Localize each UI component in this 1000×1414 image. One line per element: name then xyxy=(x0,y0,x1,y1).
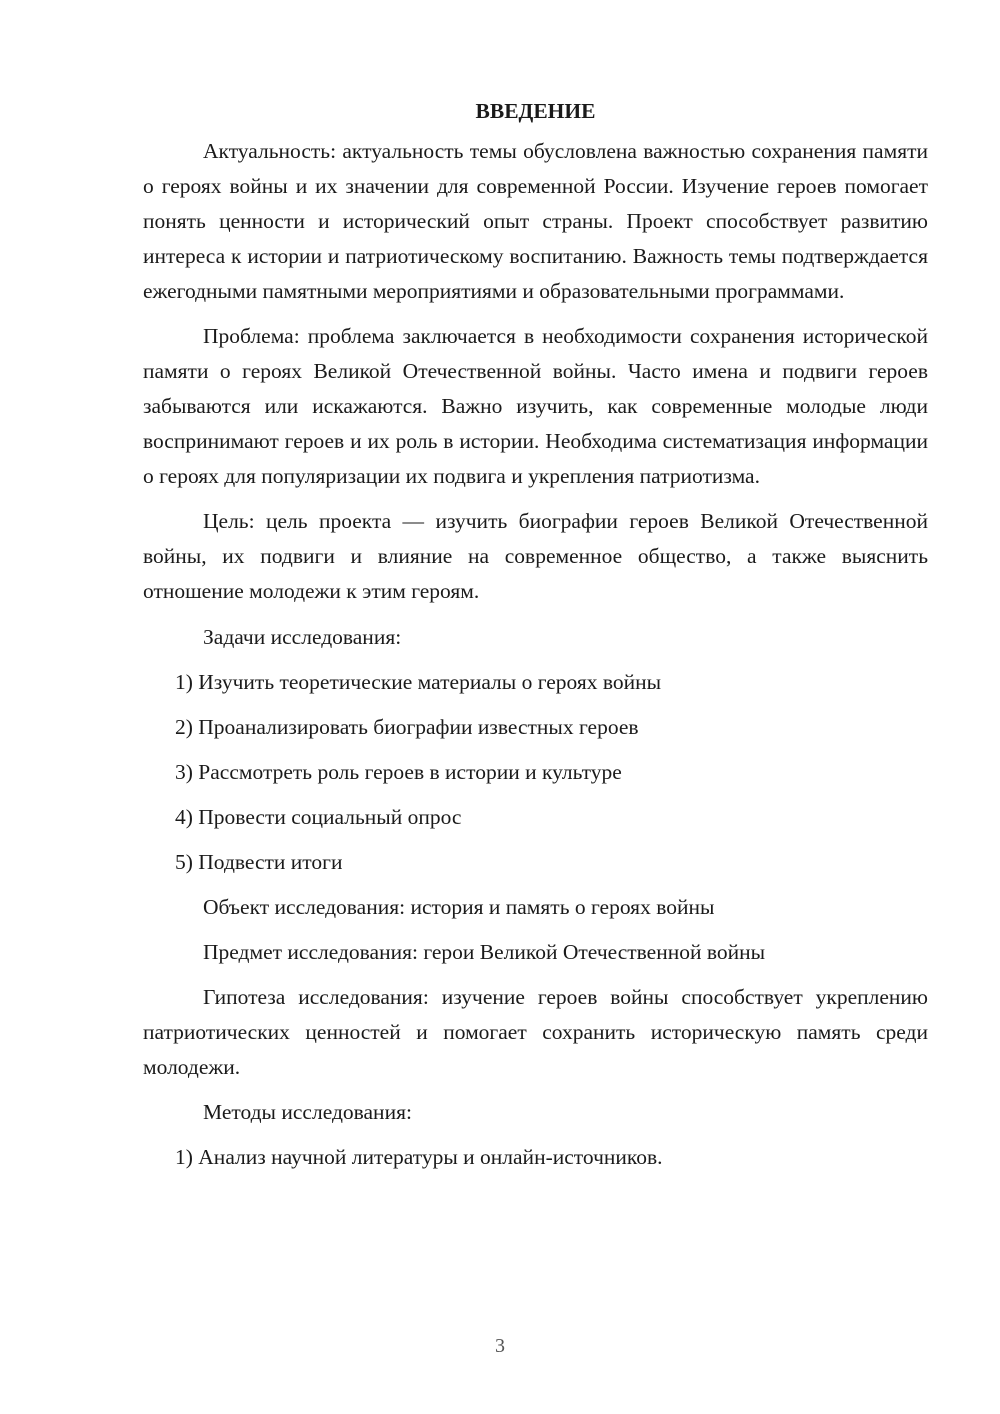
hypothesis-paragraph: Гипотеза исследования: изучение героев войны способствует укреплению патриотических ценностей и помогает сохранить историческую память среди молодежи. xyxy=(143,985,928,1079)
document-page xyxy=(143,96,928,1185)
method-item: 1) Анализ научной литературы и онлайн-источников. xyxy=(175,1145,663,1169)
task-item: 1) Изучить теоретические материалы о героях войны xyxy=(175,670,662,694)
problem-paragraph: Проблема: проблема заключается в необходимости сохранения исторической памяти о героях Великой Отечественной войны. Часто имена и подвиги героев забываются или искажаются. Важно изучить, как современные молодые люди воспринимают героев и их роль в истории. Необходима систематизация информации о героях для популяризации их подвига и укрепления патриотизма. xyxy=(143,324,928,488)
task-item: 5) Подвести итоги xyxy=(175,850,343,874)
methods-title: Методы исследования: xyxy=(203,1100,412,1124)
goal-paragraph: Цель: цель проекта — изучить биографии героев Великой Отечественной войны, их подвиги и влияние на современное общество, а также выяснить отношение молодежи к этим героям. xyxy=(143,509,928,603)
research-subject: Предмет исследования: герои Великой Отечественной войны xyxy=(203,940,766,964)
tasks-title: Задачи исследования: xyxy=(203,625,402,649)
section-heading: ВВЕДЕНИЕ xyxy=(475,99,596,123)
task-item: 2) Проанализировать биографии известных героев xyxy=(175,715,639,739)
relevance-paragraph: Актуальность: актуальность темы обусловлена важностью сохранения памяти о героях войны и их значении для современной России. Изучение героев помогает понять ценности и исторический опыт страны. Проект способствует развитию интереса к истории и патриотическому воспитанию. Важность темы подтверждается ежегодными памятными мероприятиями и образовательными программами. xyxy=(143,139,928,303)
research-object: Объект исследования: история и память о героях войны xyxy=(203,895,715,919)
task-item: 4) Провести социальный опрос xyxy=(175,805,462,829)
page-number: 3 xyxy=(495,1335,505,1357)
task-item: 3) Рассмотреть роль героев в истории и культуре xyxy=(175,760,622,784)
